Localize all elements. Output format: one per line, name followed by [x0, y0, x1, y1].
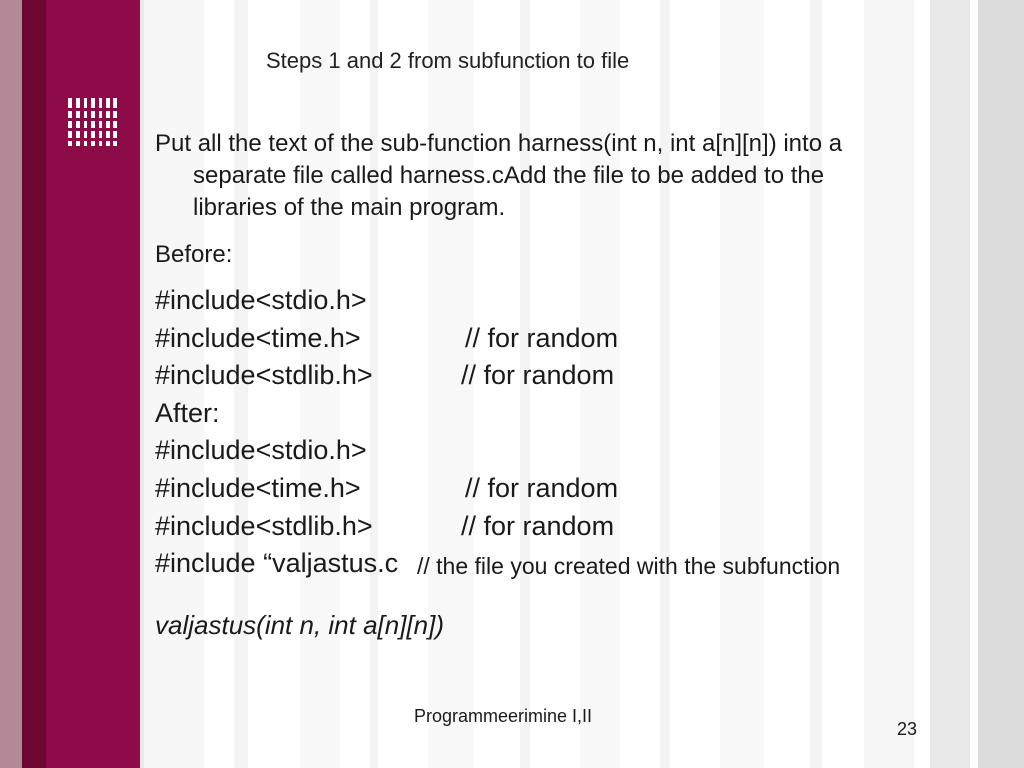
slide-title: Steps 1 and 2 from subfunction to file — [266, 48, 630, 73]
bg-stripe — [864, 0, 914, 768]
page-number: 23 — [897, 719, 918, 739]
before-label: Before: — [155, 241, 233, 268]
include-statement: #include<stdio.h> — [155, 435, 367, 466]
bg-stripe — [978, 0, 1024, 768]
include-statement: #include<time.h> — [155, 322, 361, 353]
include-comment: // for random — [461, 510, 615, 541]
include-comment: // for random — [465, 472, 619, 503]
body-line: Put all the text of the sub-function harness(int n, int a[n][n]) into a — [155, 130, 843, 157]
include-comment: // for random — [461, 360, 615, 391]
body-line: separate file called harness.cAdd the file to be added to the — [193, 162, 825, 189]
bg-stripe — [660, 0, 670, 768]
include-statement: #include<time.h> — [155, 472, 361, 503]
function-signature: valjastus(int n, int a[n][n]) — [155, 610, 445, 640]
after-label: After: — [155, 397, 220, 428]
left-band-light — [0, 0, 22, 768]
body-paragraph — [155, 128, 945, 224]
include-comment: // for random — [465, 322, 619, 353]
barcode-logo-icon — [68, 98, 118, 146]
footer-text: Programmeerimine I,II — [414, 706, 593, 726]
include-statement: #include “valjastus.c — [155, 548, 399, 579]
bg-stripe — [930, 0, 970, 768]
bg-stripe — [810, 0, 822, 768]
left-band-dark — [22, 0, 46, 768]
include-statement: #include<stdio.h> — [155, 285, 367, 315]
include-statement: #include<stdlib.h> — [155, 510, 373, 541]
include-statement: #include<stdlib.h> — [155, 360, 373, 391]
include-comment: // the file you created with the subfunction — [417, 553, 841, 580]
body-line: libraries of the main program. — [193, 194, 506, 221]
barcode-logo-svg — [68, 98, 118, 146]
bg-stripe — [720, 0, 764, 768]
